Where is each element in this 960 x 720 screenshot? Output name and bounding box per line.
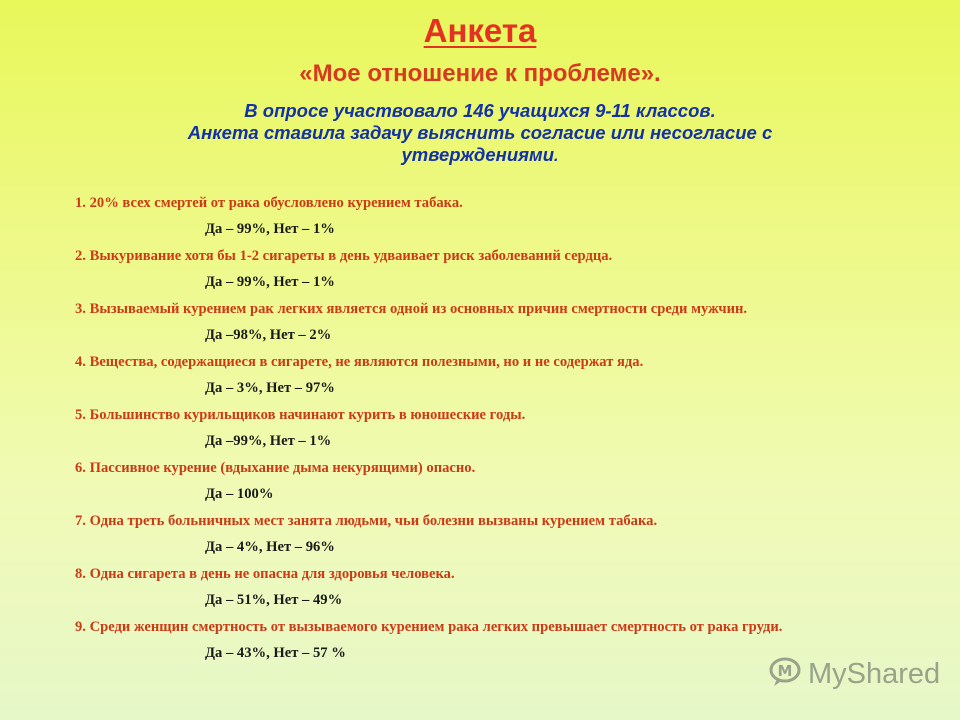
question-item [75, 458, 945, 505]
question-item [75, 511, 945, 558]
answer-text: Да – 4%, Нет – 96% [205, 539, 335, 555]
myshared-watermark [768, 656, 941, 692]
slide-subtitle: «Мое отношение к проблеме». [299, 60, 661, 87]
answer-text: Да –99%, Нет – 1% [205, 433, 332, 449]
question-item [75, 564, 945, 611]
question-text: 4. Вещества, содержащиеся в сигарете, не являются полезными, но и не содержат яда. [75, 354, 644, 370]
question-text: 7. Одна треть больничных мест занята людьми, чьи болезни вызваны курением табака. [75, 513, 658, 529]
question-item [75, 352, 945, 399]
answer-text: Да – 3%, Нет – 97% [205, 380, 335, 396]
intro-line-3 [140, 144, 820, 168]
question-text: 6. Пассивное курение (вдыхание дыма некурящими) опасно. [75, 460, 476, 476]
question-text: 2. Выкуривание хотя бы 1-2 сигареты в день удваивает риск заболеваний сердца. [75, 248, 613, 264]
intro-text [140, 100, 820, 168]
question-text: 3. Вызываемый курением рак легких является одной из основных причин смертности среди мужчин. [75, 301, 748, 317]
answer-text: Да – 99%, Нет – 1% [205, 221, 335, 237]
answer-text: Да – 43%, Нет – 57 % [205, 645, 346, 661]
question-item [75, 193, 945, 240]
intro-dot: . [554, 148, 559, 165]
question-list [75, 193, 945, 670]
question-text: 5. Большинство курильщиков начинают курить в юношеские годы. [75, 407, 526, 423]
svg-text:M: M [777, 661, 793, 680]
slide-title: Анкета [423, 12, 537, 49]
watermark-text: MyShared [808, 657, 941, 690]
answer-text: Да – 51%, Нет – 49% [205, 592, 343, 608]
question-item [75, 299, 945, 346]
answer-text: Да – 99%, Нет – 1% [205, 274, 335, 290]
question-text: 1. 20% всех смертей от рака обусловлено курением табака. [75, 195, 463, 211]
answer-text: Да – 100% [205, 486, 274, 502]
intro-line-3-text: утверждениями [401, 144, 555, 165]
question-item [75, 405, 945, 452]
intro-line-2: Анкета ставила задачу выяснить согласие или несогласие с [187, 122, 773, 143]
question-item [75, 246, 945, 293]
question-text: 8. Одна сигарета в день не опасна для здоровья человека. [75, 566, 455, 582]
speech-bubble-icon [768, 656, 802, 693]
answer-text: Да –98%, Нет – 2% [205, 327, 332, 343]
intro-line-1: В опросе участвовало 146 учащихся 9-11 классов. [244, 100, 716, 121]
question-text: 9. Среди женщин смертность от вызываемого курением рака легких превышает смертность от рака груди. [75, 619, 783, 635]
